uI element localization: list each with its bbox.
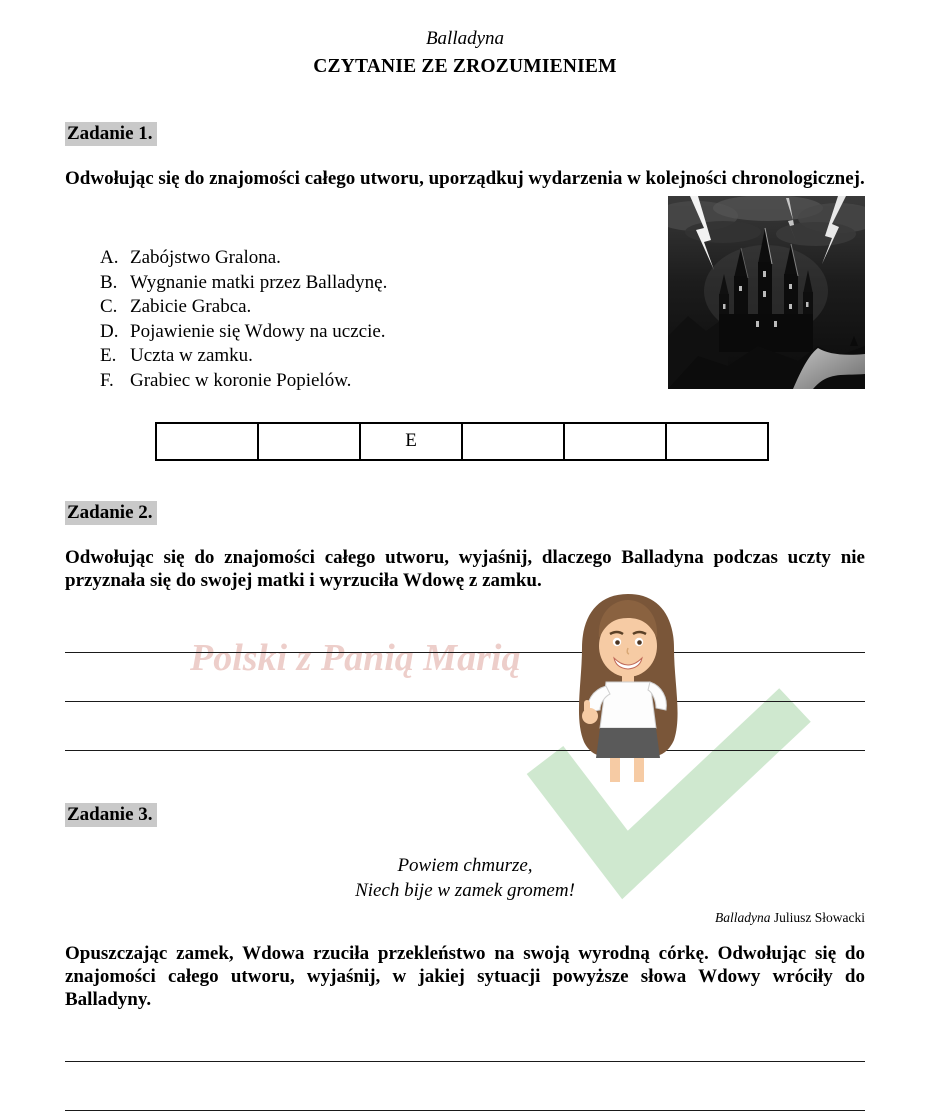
quote-line-2: Niech bije w zamek gromem!	[355, 880, 575, 902]
task1-instruction: Odwołując się do znajomości całego utworu, uporządkuj wydarzenia w kolejności chronologicznej.	[65, 168, 865, 189]
answer-line[interactable]	[65, 702, 865, 751]
task2-instruction: Odwołując się do znajomości całego utworu, wyjaśnij, dlaczego Balladyna podczas uczty nie przyznała się do swojej matki i wyrzuciła Wdowę z zamku.	[65, 546, 865, 591]
task2-answer-lines	[65, 604, 865, 751]
attribution-title: Balladyna	[715, 909, 771, 925]
answer-table	[155, 422, 769, 461]
answer-cell-3[interactable]	[462, 423, 564, 460]
attribution-author: Juliusz Słowacki	[770, 909, 865, 925]
option-b: B. Wygnanie matki przez Balladynę.	[100, 271, 388, 293]
answer-cell-0[interactable]	[156, 423, 258, 460]
quote	[65, 853, 865, 904]
option-f: F. Grabiec w koronie Popielów.	[100, 369, 352, 391]
task3-answer-lines	[65, 1013, 865, 1111]
thumbs-up	[584, 700, 590, 713]
task3-instruction: Opuszczając zamek, Wdowa rzuciła przekleństwo na swoją wyrodną córkę. Odwołując się do znajomości całego utworu, wyjaśnij, w jakiej sytuacji powyższe słowa Wdowy wróciły do Balladyny.	[65, 942, 865, 1010]
task3-label: Zadanie 3.	[65, 803, 157, 827]
quote-attribution	[65, 910, 865, 926]
castle-illustration	[668, 196, 865, 389]
teacher-avatar	[562, 590, 694, 786]
option-e: E. Uczta w zamku.	[100, 345, 253, 367]
option-a: A. Zabójstwo Gralona.	[100, 247, 281, 268]
option-c: C. Zabicie Grabca.	[100, 296, 252, 318]
answer-line[interactable]	[65, 1062, 865, 1111]
task1-label: Zadanie 1.	[65, 122, 157, 146]
answer-cell-2[interactable]: E	[360, 423, 462, 460]
task2-label: Zadanie 2.	[65, 501, 157, 525]
watermark-text: Polski z Panią Marią	[190, 637, 521, 679]
quote-line-1: Powiem chmurze,	[397, 854, 533, 876]
document-content	[65, 0, 865, 1111]
option-d: D. Pojawienie się Wdowy na uczcie.	[100, 320, 386, 342]
answer-cell-5[interactable]	[666, 423, 768, 460]
answer-cell-1[interactable]	[258, 423, 360, 460]
document-title: CZYTANIE ZE ZROZUMIENIEM	[313, 56, 617, 77]
answer-line[interactable]	[65, 1013, 865, 1062]
answer-line[interactable]	[65, 653, 865, 702]
task2-section	[65, 501, 865, 751]
book-title: Balladyna	[425, 28, 505, 49]
answer-line[interactable]	[65, 604, 865, 653]
task3-section	[65, 803, 865, 1111]
answer-cell-4[interactable]	[564, 423, 666, 460]
